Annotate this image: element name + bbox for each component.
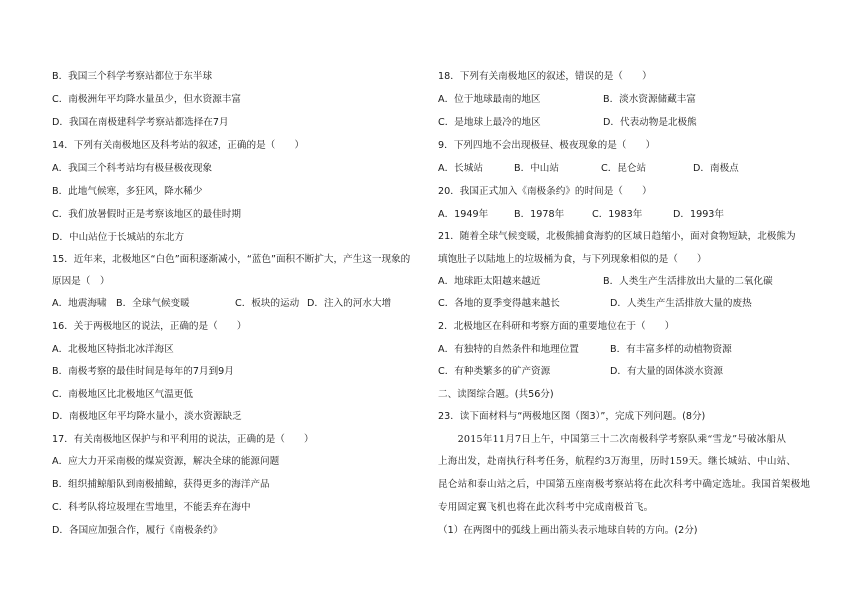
question-17-option-a: A．应大力开采南极的煤炭资源，解决全球的能源问题 bbox=[52, 456, 280, 467]
question-20-option-b: B．1978年 bbox=[514, 209, 565, 220]
question-17-option-b: B．组织捕鲸船队到南极捕鲸，获得更多的海洋产品 bbox=[52, 479, 270, 490]
option-c: C．南极洲年平均降水量虽少，但水资源丰富 bbox=[52, 94, 241, 105]
question-19-option-c: C．昆仑站 bbox=[601, 163, 647, 174]
question-20: 20．我国正式加入《南极条约》的时间是（ ） bbox=[438, 186, 652, 197]
question-20-option-d: D．1993年 bbox=[673, 209, 724, 220]
question-17-option-c: C．科考队将垃圾埋在雪地里，不能丢弃在海中 bbox=[52, 502, 251, 513]
passage-line-3: 昆仑站和泰山站之后，中国第五座南极考察站将在此次科考中确定选址。我国首架极地 bbox=[438, 479, 811, 490]
question-22-option-a: A．有独特的自然条件和地理位置 bbox=[438, 344, 579, 355]
question-16-option-b: B．南极考察的最佳时间是每年的7月到9月 bbox=[52, 366, 234, 377]
question-16-option-c: C．南极地区比北极地区气温更低 bbox=[52, 389, 194, 400]
question-15: 15．近年来，北极地区“白色”面积逐渐减小，“蓝色”面积不断扩大，产生这一现象的 bbox=[52, 254, 411, 265]
question-21-cont: 填饱肚子以陆地上的垃圾桶为食，与下列现象相似的是（ ） bbox=[438, 254, 707, 265]
question-18-option-a: A．位于地球最南的地区 bbox=[438, 94, 541, 105]
question-21-option-c: C．各地的夏季变得越来越长 bbox=[438, 298, 560, 309]
question-22-option-d: D．有大量的固体淡水资源 bbox=[610, 366, 723, 377]
question-17: 17．有关南极地区保护与和平利用的说法，正确的是（ ） bbox=[52, 434, 314, 445]
option-d: D．我国在南极建科学考察站都选择在7月 bbox=[52, 117, 229, 128]
question-17-option-d: D．各国应加强合作，履行《南极条约》 bbox=[52, 525, 223, 536]
question-14-option-d: D．中山站位于长城站的东北方 bbox=[52, 232, 185, 243]
question-19: 9．下列四地不会出现极昼、极夜现象的是（ ） bbox=[438, 140, 656, 151]
question-16-option-a: A．北极地区特指北冰洋海区 bbox=[52, 344, 174, 355]
option-b: B．我国三个科学考察站都位于东半球 bbox=[52, 71, 213, 82]
question-16-option-d: D．南极地区年平均降水量小，淡水资源缺乏 bbox=[52, 411, 242, 422]
section-2-heading: 二、读图综合题。(共56分) bbox=[438, 389, 554, 400]
question-15-option-c: C．板块的运动 bbox=[235, 298, 300, 309]
question-18-option-b: B．淡水资源储藏丰富 bbox=[603, 94, 696, 105]
question-15-option-a: A．地震海啸 bbox=[52, 298, 107, 309]
question-18: 18．下列有关南极地区的叙述，错误的是（ ） bbox=[438, 71, 652, 82]
question-22: 2．北极地区在科研和考察方面的重要地位在于（ ） bbox=[438, 321, 675, 332]
question-23-part-1: （1）在两图中的弧线上画出箭头表示地球自转的方向。(2分) bbox=[438, 525, 698, 536]
question-15-options bbox=[52, 297, 190, 311]
passage-line-2: 上海出发，赴南执行科考任务，航程约3万海里，历时159天。继长城站、中山站、 bbox=[438, 456, 797, 467]
question-16: 16．关于两极地区的说法，正确的是（ ） bbox=[52, 321, 247, 332]
question-20-option-c: C．1983年 bbox=[592, 209, 643, 220]
question-21-option-a: A．地球距太阳越来越近 bbox=[438, 276, 541, 287]
passage-line-1: 2015年11月7日上午，中国第三十二次南极科学考察队乘“雪龙”号破冰船从 bbox=[438, 434, 787, 445]
question-22-option-c: C．有种类繁多的矿产资源 bbox=[438, 366, 551, 377]
question-19-option-a: A．长城站 bbox=[438, 163, 483, 174]
question-15-cont: 原因是（ ） bbox=[52, 276, 110, 287]
question-15-option-b: B．全球气候变暖 bbox=[116, 298, 190, 309]
question-21: 21．随着全球气候变暖，北极熊捕食海豹的区域日趋缩小，面对食物短缺，北极熊为 bbox=[438, 231, 796, 242]
question-18-option-c: C．是地球上最冷的地区 bbox=[438, 117, 541, 128]
question-15-option-d: D．注入的河水大增 bbox=[307, 298, 392, 309]
question-19-option-d: D．南极点 bbox=[693, 163, 739, 174]
question-23: 23．读下面材料与“两极地区图（图3）”，完成下列问题。(8分) bbox=[438, 411, 706, 422]
question-14-option-c: C．我们放暑假时正是考察该地区的最佳时期 bbox=[52, 209, 241, 220]
question-19-option-b: B．中山站 bbox=[514, 163, 559, 174]
question-14-option-b: B．此地气候寒，多狂风，降水稀少 bbox=[52, 186, 203, 197]
passage-line-4: 专用固定翼飞机也将在此次科考中完成南极首飞。 bbox=[438, 502, 654, 513]
question-18-option-d: D．代表动物是北极熊 bbox=[603, 117, 697, 128]
question-14-option-a: A．我国三个科考站均有极昼极夜现象 bbox=[52, 163, 213, 174]
question-21-option-d: D．人类生产生活排放大量的废热 bbox=[610, 298, 752, 309]
question-22-option-b: B．有丰富多样的动植物资源 bbox=[610, 344, 732, 355]
question-20-option-a: A．1949年 bbox=[438, 209, 489, 220]
question-21-option-b: B．人类生产生活排放出大量的二氧化碳 bbox=[603, 276, 773, 287]
question-14: 14．下列有关南极地区及科考站的叙述，正确的是（ ） bbox=[52, 140, 305, 151]
